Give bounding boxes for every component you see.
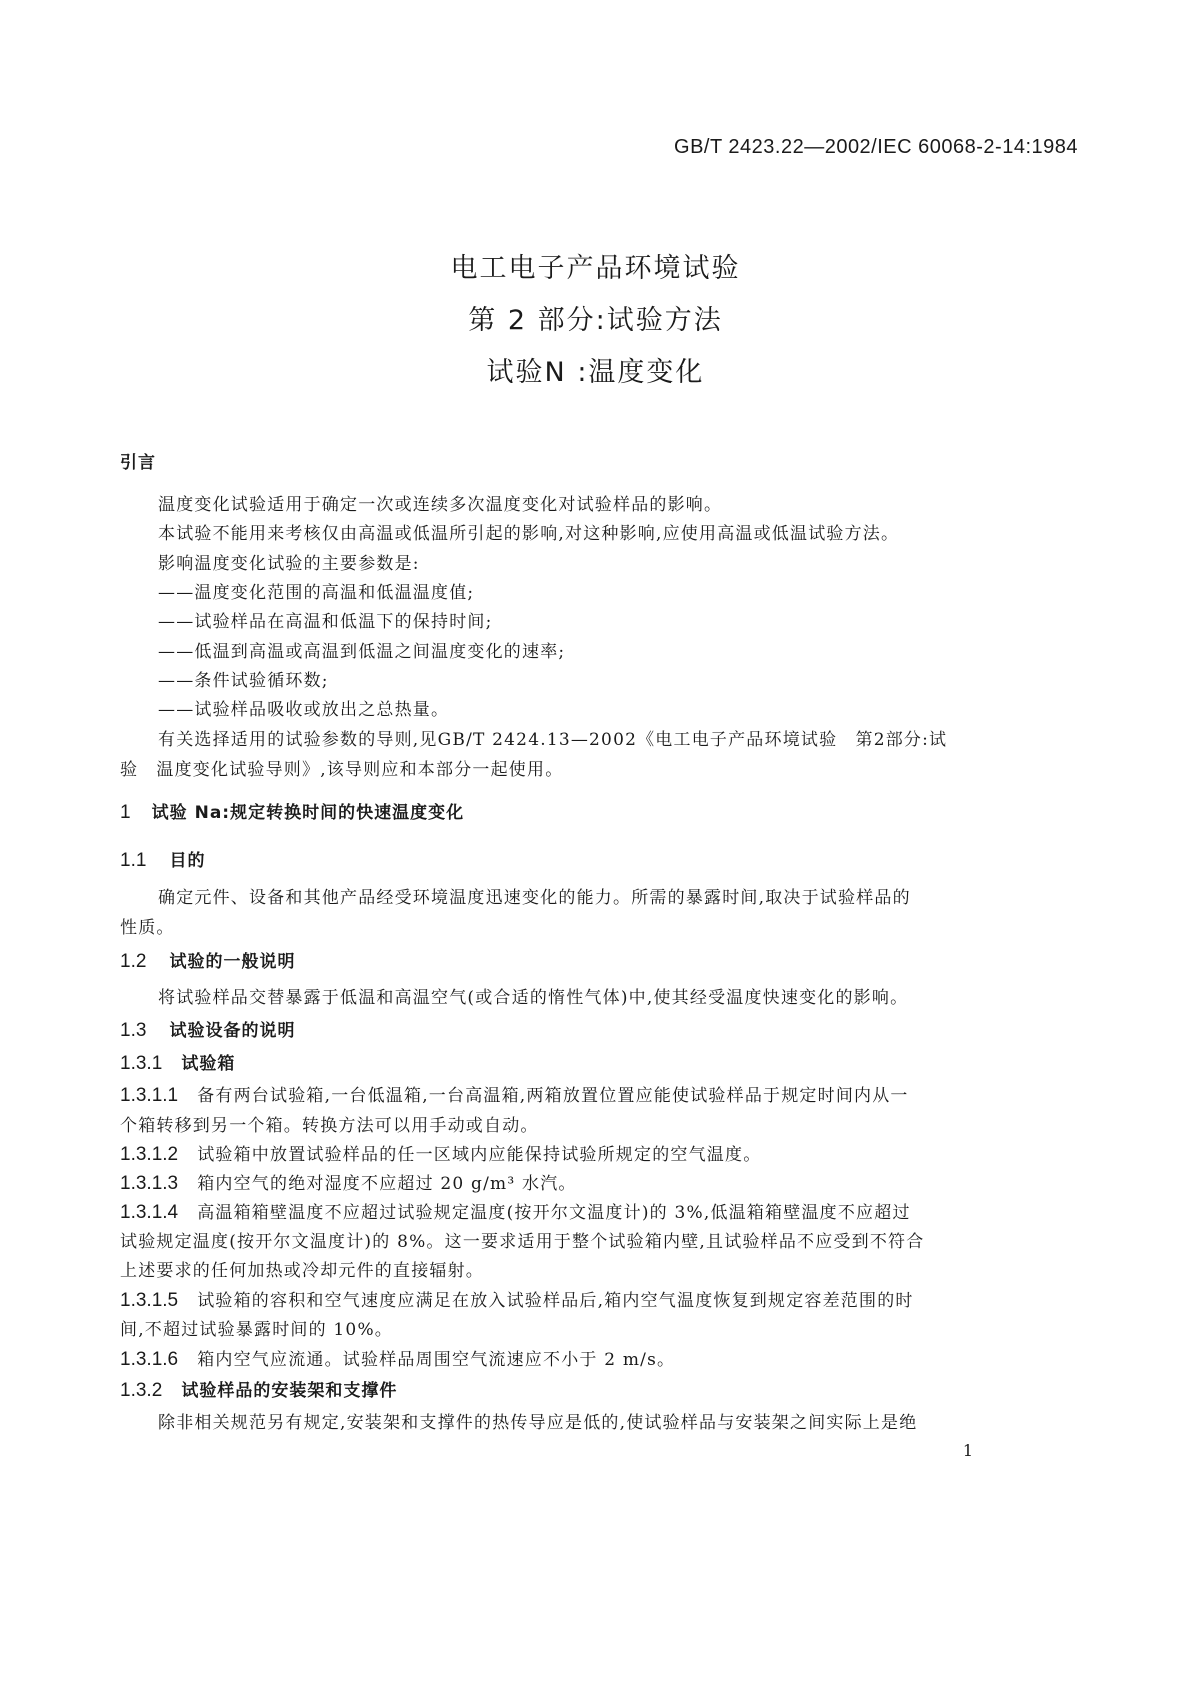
intro-line: 温度变化试验适用于确定一次或连续多次温度变化对试验样品的影响。: [158, 495, 723, 515]
section-number: 1: [120, 802, 131, 823]
section-title: 试验的一般说明: [169, 952, 296, 972]
clause-text: 高温箱箱壁温度不应超过试验规定温度(按开尔文温度计)的 3%,低温箱箱壁温度不应超过: [197, 1203, 911, 1223]
intro-heading: 引言: [120, 453, 156, 473]
intro-line: ——试验样品在高温和低温下的保持时间;: [158, 612, 493, 632]
clause-1-3-1-1: [120, 1081, 909, 1107]
intro-line: ——低温到高温或高温到低温之间温度变化的速率;: [158, 642, 566, 662]
subsection-1-3-2-heading: [120, 1376, 397, 1402]
intro-line: ——条件试验循环数;: [158, 671, 329, 691]
section-title: 试验箱: [181, 1054, 236, 1074]
intro-line: 有关选择适用的试验参数的导则,见GB/T 2424.13—2002《电工电子产品环境试验 第2部分:试: [158, 730, 948, 750]
intro-line: ——试验样品吸收或放出之总热量。: [158, 700, 450, 720]
section-title: 目的: [169, 851, 206, 871]
clause-text: 试验箱中放置试验样品的任一区域内应能保持试验所规定的空气温度。: [197, 1145, 762, 1165]
doc-title-line2: 第 2 部分:试验方法: [468, 305, 723, 336]
clause-text: 备有两台试验箱,一台低温箱,一台高温箱,两箱放置位置应能使试验样品于规定时间内从一: [197, 1086, 909, 1106]
clause-1-3-1-6: [120, 1345, 675, 1371]
intro-line: 影响温度变化试验的主要参数是:: [158, 554, 420, 574]
paragraph-line: 间,不超过试验暴露时间的 10%。: [120, 1320, 393, 1340]
doc-title-line3: 试验N :温度变化: [486, 357, 705, 388]
subsection-1-2-heading: [120, 947, 296, 973]
paragraph-line: 试验规定温度(按开尔文温度计)的 8%。这一要求适用于整个试验箱内壁,且试验样品不应受到不符合: [120, 1232, 925, 1252]
clause-text: 箱内空气的绝对湿度不应超过 20 g/m³ 水汽。: [197, 1174, 577, 1194]
intro-line: 验 温度变化试验导则》,该导则应和本部分一起使用。: [120, 760, 564, 780]
clause-number: 1.3.1.2: [120, 1144, 179, 1165]
section-number: 1.3.2: [120, 1380, 163, 1401]
intro-line: 本试验不能用来考核仅由高温或低温所引起的影响,对这种影响,应使用高温或低温试验方法。: [158, 524, 900, 544]
clause-number: 1.3.1.3: [120, 1173, 179, 1194]
doc-title-line1: 电工电子产品环境试验: [450, 253, 741, 284]
clause-number: 1.3.1.5: [120, 1290, 179, 1311]
section-title: 试验 Na:规定转换时间的快速温度变化: [151, 803, 465, 823]
section-number: 1.3.1: [120, 1053, 163, 1074]
paragraph-line: 确定元件、设备和其他产品经受环境温度迅速变化的能力。所需的暴露时间,取决于试验样品的: [158, 888, 911, 908]
section-number: 1.1: [120, 850, 147, 871]
section-number: 1.2: [120, 951, 147, 972]
clause-1-3-1-3: [120, 1169, 577, 1195]
clause-number: 1.3.1.6: [120, 1349, 179, 1370]
clause-1-3-1-4: [120, 1198, 911, 1224]
clause-text: 试验箱的容积和空气速度应满足在放入试验样品后,箱内空气温度恢复到规定容差范围的时: [197, 1291, 914, 1311]
clause-number: 1.3.1.1: [120, 1085, 179, 1106]
section-number: 1.3: [120, 1020, 147, 1041]
subsection-1-3-1-heading: [120, 1049, 235, 1075]
section-title: 试验设备的说明: [169, 1021, 296, 1041]
paragraph-line: 个箱转移到另一个箱。转换方法可以用手动或自动。: [120, 1116, 539, 1136]
paragraph-line: 将试验样品交替暴露于低温和高温空气(或合适的惰性气体)中,使其经受温度快速变化的影响。: [158, 988, 909, 1008]
paragraph-line: 除非相关规范另有规定,安装架和支撑件的热传导应是低的,使试验样品与安装架之间实际上是绝: [158, 1413, 918, 1433]
clause-1-3-1-5: [120, 1286, 914, 1312]
section-1-heading: [120, 798, 464, 824]
clause-text: 箱内空气应流通。试验样品周围空气流速应不小于 2 m/s。: [197, 1350, 676, 1370]
subsection-1-1-heading: [120, 846, 206, 872]
subsection-1-3-heading: [120, 1016, 296, 1042]
standard-number: GB/T 2423.22—2002/IEC 60068-2-14:1984: [674, 136, 1078, 158]
paragraph-line: 性质。: [120, 918, 175, 938]
section-title: 试验样品的安装架和支撑件: [181, 1381, 398, 1401]
clause-number: 1.3.1.4: [120, 1202, 179, 1223]
intro-line: ——温度变化范围的高温和低温温度值;: [158, 583, 475, 603]
page-number: 1: [962, 1441, 973, 1460]
paragraph-line: 上述要求的任何加热或冷却元件的直接辐射。: [120, 1261, 484, 1281]
clause-1-3-1-2: [120, 1140, 761, 1166]
